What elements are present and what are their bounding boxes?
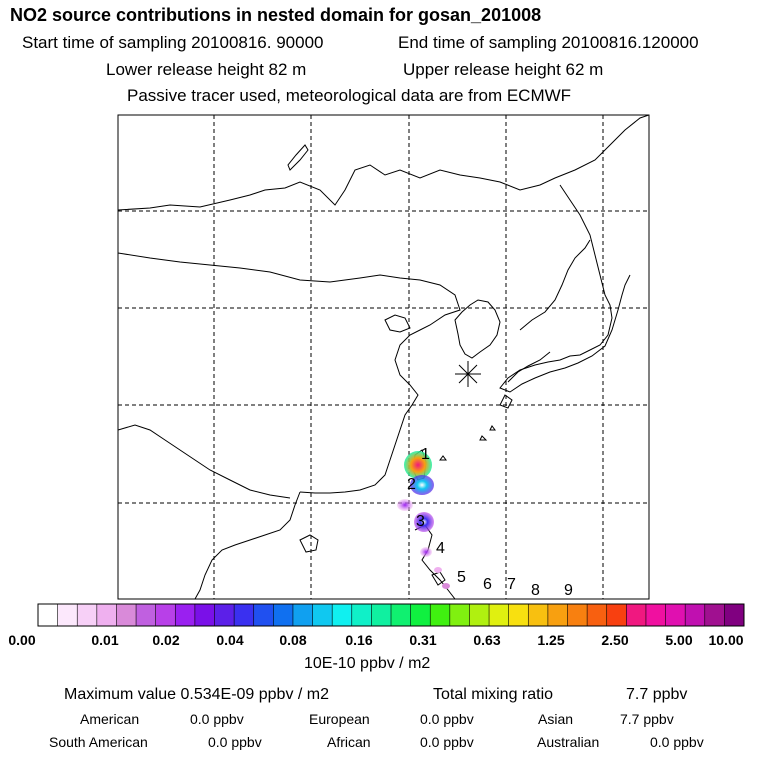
colorbar-swatch [254,604,274,626]
colorbar-swatch [528,604,548,626]
start-time-label: Start time of sampling 20100816. 90000 [22,33,324,52]
colorbar-swatch [626,604,646,626]
colorbar-tick: 0.04 [216,632,244,648]
trajectory-label: 8 [531,582,540,599]
colorbar-swatch [705,604,725,626]
page-title: NO2 source contributions in nested domain for gosan_201008 [10,5,542,25]
colorbar-swatch [97,604,117,626]
colorbar-swatch [568,604,588,626]
colorbar-swatch [175,604,195,626]
asian-value: 7.7 ppbv [620,711,674,727]
max-value: Maximum value 0.534E-09 ppbv / m2 [64,686,330,703]
colorbar-tick: 10.00 [708,632,744,648]
colorbar-swatch [215,604,235,626]
african-value: 0.0 ppbv [420,734,474,750]
colorbar-tick: 0.31 [409,632,437,648]
colorbar-swatch [587,604,607,626]
colorbar-swatch [136,604,156,626]
south-american-value: 0.0 ppbv [208,734,262,750]
trajectory-label: 1 [421,446,430,463]
colorbar-tick: 5.00 [665,632,693,648]
asian-label: Asian [538,711,574,727]
colorbar-tick: 0.01 [91,632,119,648]
african-label: African [327,734,371,750]
european-value: 0.0 ppbv [420,711,474,727]
colorbar-swatch [38,604,58,626]
colorbar-tick: 0.00 [8,632,36,648]
south-american-label: South American [49,734,148,750]
upper-release-label: Upper release height 62 m [403,60,604,79]
colorbar-tick: 0.63 [473,632,501,648]
colorbar-swatch [509,604,529,626]
total-mixing-value: 7.7 ppbv [626,686,688,703]
colorbar-swatch [293,604,313,626]
colorbar-swatch [77,604,97,626]
colorbar-swatch [469,604,489,626]
colorbar-swatch [430,604,450,626]
map-frame [118,115,649,599]
colorbar-swatch [58,604,78,626]
colorbar-swatch [313,604,333,626]
colorbar-tick: 0.08 [279,632,307,648]
colorbar-tick: 2.50 [601,632,629,648]
trajectory-label: 7 [507,576,516,593]
colorbar-swatch [646,604,666,626]
colorbar-swatch [685,604,705,626]
australian-value: 0.0 ppbv [650,734,704,750]
colorbar-tick: 0.16 [345,632,373,648]
trajectory-label: 2 [407,476,416,493]
colorbar-swatch [724,604,744,626]
colorbar-swatch [156,604,176,626]
total-mixing-label: Total mixing ratio [433,686,554,703]
trajectory-label: 6 [483,576,492,593]
australian-label: Australian [537,734,600,750]
colorbar-swatch [489,604,509,626]
trajectory-label: 4 [436,540,445,557]
colorbar [38,604,745,626]
colorbar-swatch [352,604,372,626]
tracer-note: Passive tracer used, meteorological data are from ECMWF [127,86,572,105]
colorbar-swatch [666,604,686,626]
colorbar-swatch [273,604,293,626]
colorbar-swatch [371,604,391,626]
trajectory-label: 9 [564,582,573,599]
colorbar-swatch [391,604,411,626]
colorbar-swatch [234,604,254,626]
colorbar-tick: 0.02 [152,632,180,648]
trajectory-label: 5 [457,569,466,586]
colorbar-swatch [450,604,470,626]
colorbar-swatch [332,604,352,626]
colorbar-swatch [411,604,431,626]
end-time-label: End time of sampling 20100816.120000 [398,33,699,52]
colorbar-swatch [195,604,215,626]
colorbar-swatch [116,604,136,626]
trajectory-label: 3 [416,513,425,530]
american-label: American [80,711,140,727]
colorbar-swatch [607,604,627,626]
american-value: 0.0 ppbv [190,711,244,727]
colorbar-tick: 1.25 [537,632,565,648]
colorbar-swatch [548,604,568,626]
lower-release-label: Lower release height 82 m [106,60,307,79]
colorbar-units: 10E-10 ppbv / m2 [304,655,431,672]
european-label: European [309,711,370,727]
